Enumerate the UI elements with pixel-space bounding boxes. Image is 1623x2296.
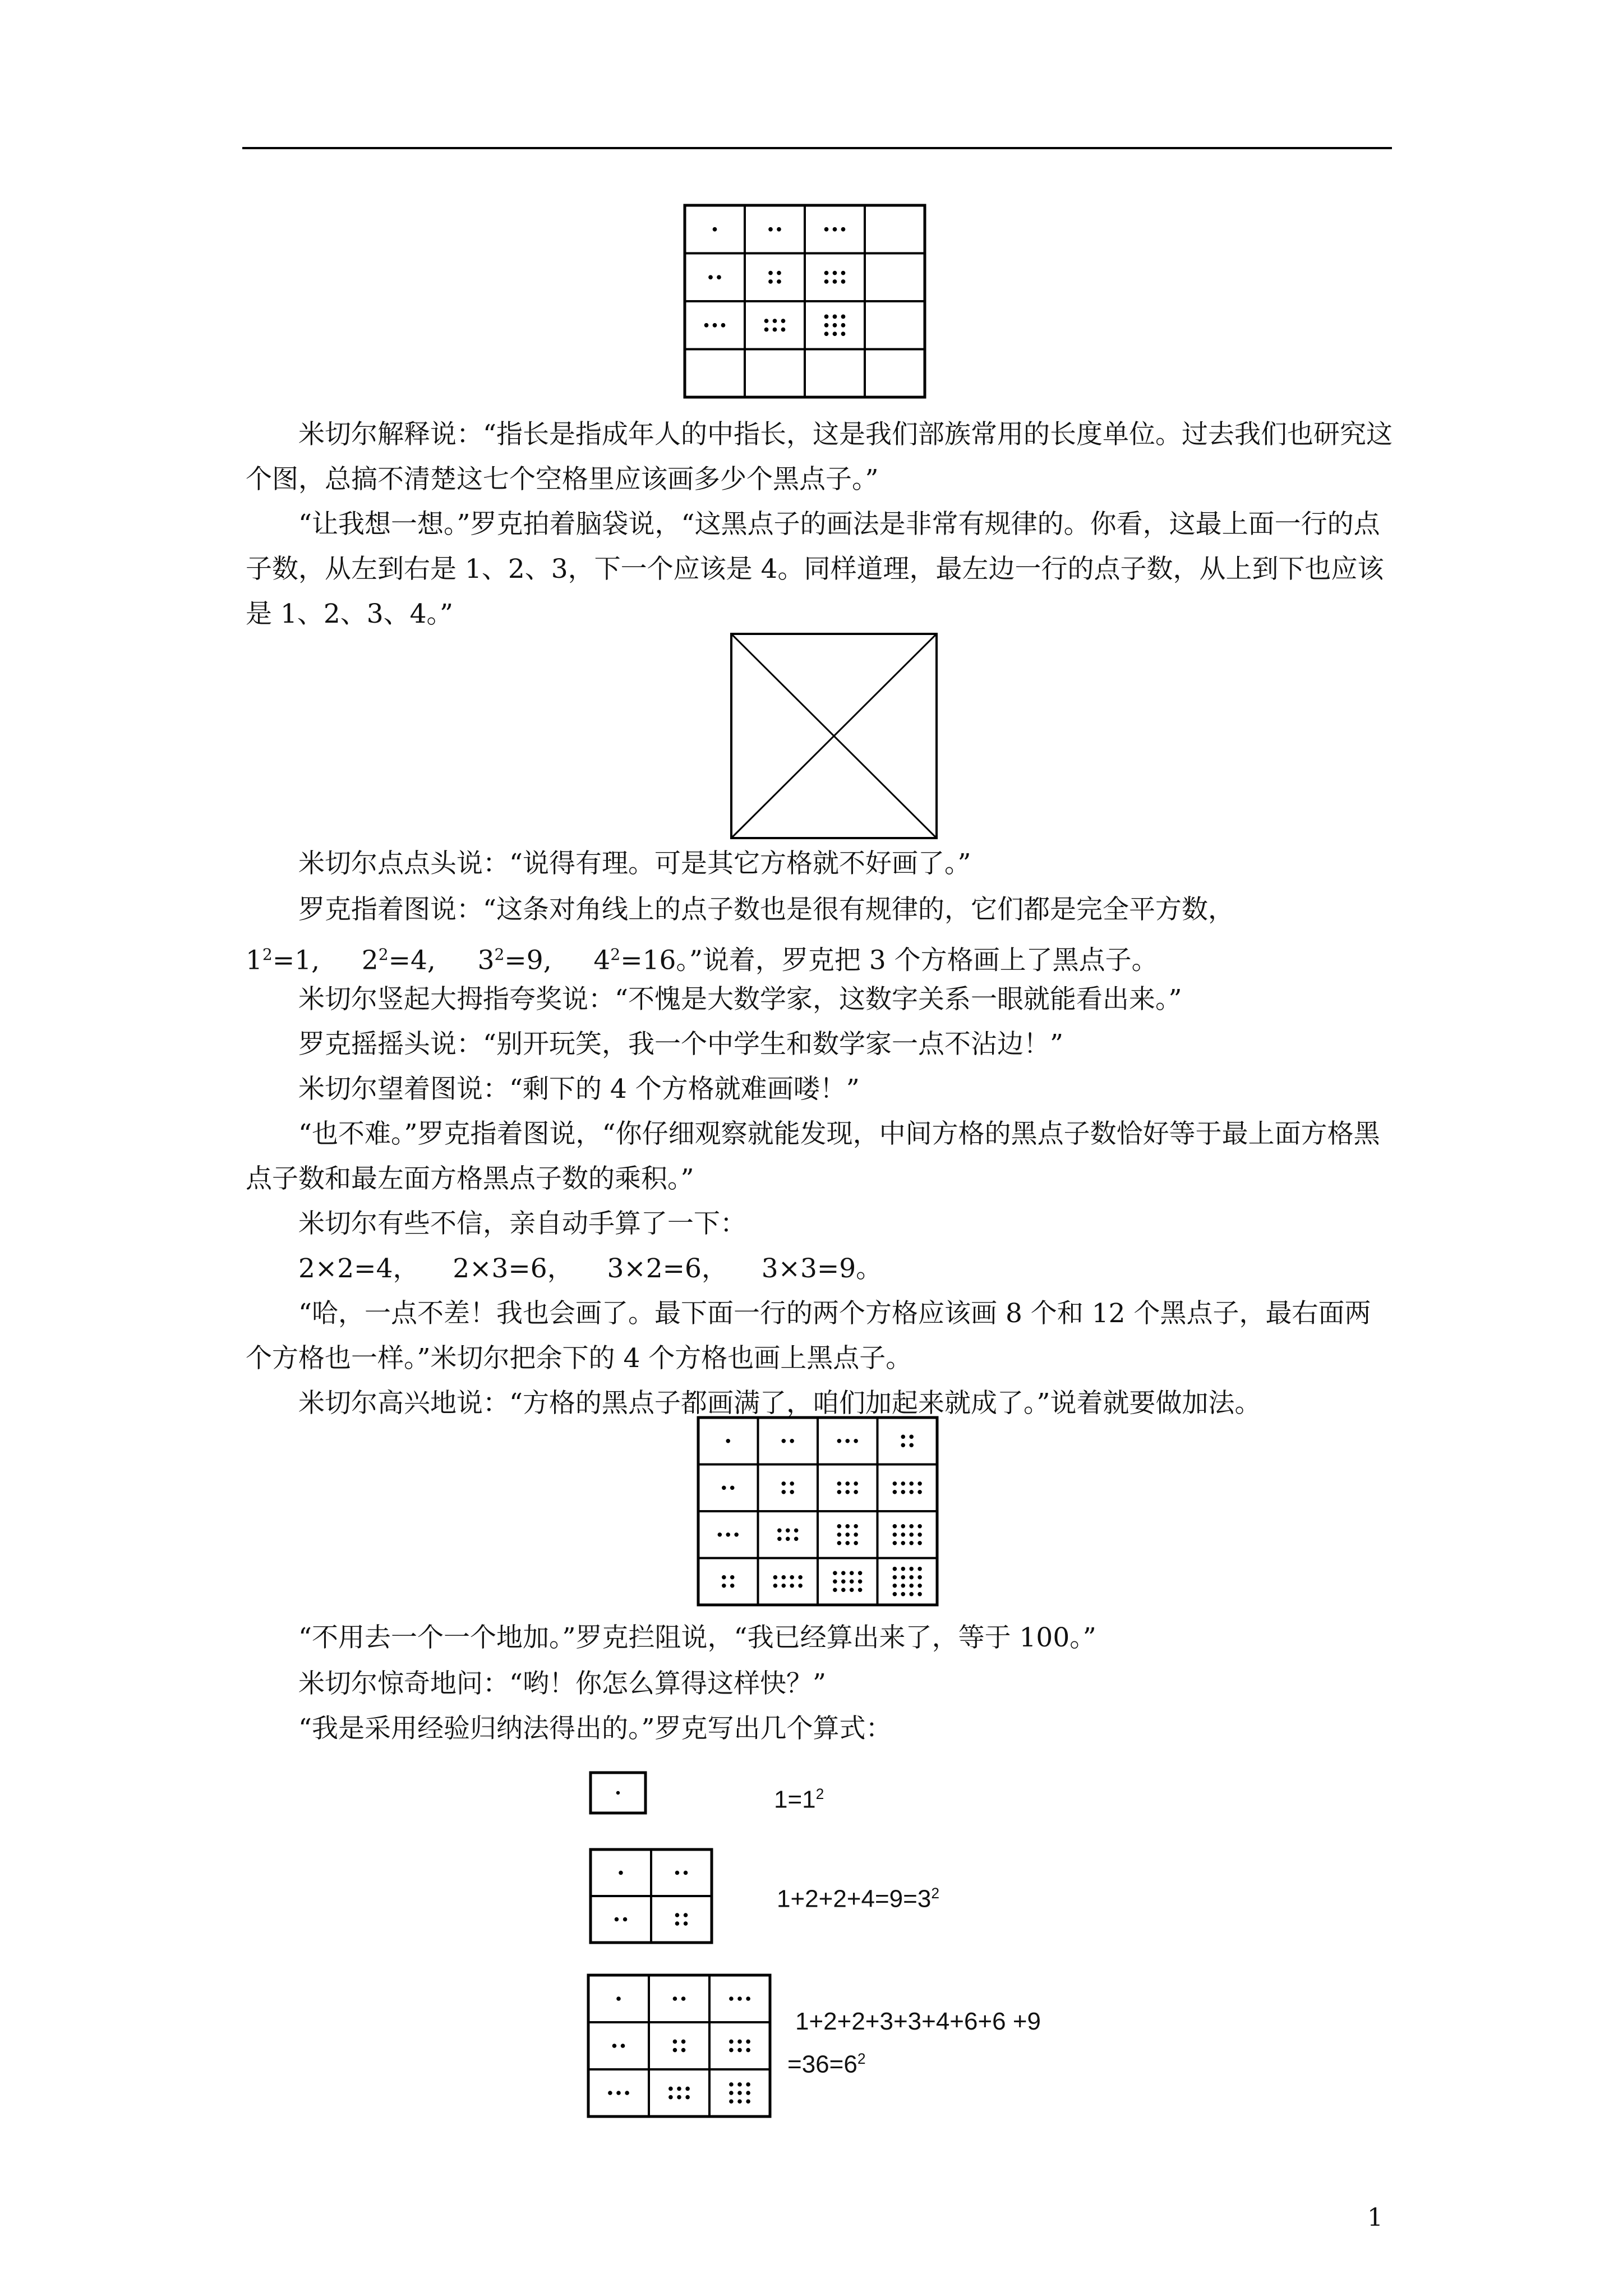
paragraph-6: 米切尔竖起大拇指夸奖说：“不愧是大数学家，这数字关系一眼就能看出来。” [298,984,1182,1015]
paragraph-2: “让我想一想。”罗克拍着脑袋说，“这黑点子的画法是非常有规律的。你看，这最上面一行的点子数，从左到右是 1、2、3，下一个应该是 4。同样道理，最左边一行的点子数，从上到下也应该是 1、2、3、4。” [246,509,1384,629]
dot [777,1528,782,1533]
dot [675,1913,679,1917]
dot [909,1434,914,1439]
dot [893,1592,897,1596]
dot [737,1996,742,2001]
dot [854,1533,858,1537]
dot [764,319,769,323]
dot [893,1490,897,1494]
dot [790,1584,794,1588]
page-number: 1 [1367,2203,1383,2232]
paragraph-14: “不用去一个一个地加。”罗克拦阻说，“我已经算出来了，等于 100。” [298,1622,1096,1653]
dot [777,279,781,284]
dot [730,1584,735,1588]
dot [837,1541,842,1545]
dot [737,2040,742,2044]
paragraph-3: 米切尔点点头说：“说得有理。可是其它方格就不好画了。” [298,848,971,879]
dot [681,1996,686,2001]
dot [824,279,829,284]
dot [737,2099,742,2104]
dot [854,1541,858,1545]
dot [917,1575,922,1580]
dot [841,1571,846,1575]
dot [837,1481,842,1486]
dot [675,1921,679,1925]
dot [837,1439,842,1443]
dot [845,1481,850,1486]
dot-grid-3x3 [587,1973,772,2118]
dot [854,1439,858,1443]
dot [917,1584,922,1588]
dot-grid-figure-partial [683,204,926,399]
dot [845,1439,850,1443]
dot [746,2082,750,2087]
dot-grid-2x2 [589,1848,713,1944]
dot [909,1584,914,1588]
dot [909,1541,914,1545]
square-diagonals-figure [730,633,938,839]
dot [616,1996,621,2001]
dot [841,227,846,232]
dot [677,2087,681,2091]
dot [718,1533,722,1537]
dot [893,1541,897,1545]
dot [746,2040,750,2044]
dot [850,1571,854,1575]
dot [909,1567,914,1571]
dot [729,2040,734,2044]
dot [841,1579,846,1584]
dot [722,1485,726,1490]
formula-2: $1+2+2+4=9=3^2$ [777,1885,939,1913]
dot [726,1439,730,1443]
dot [794,1528,799,1533]
dot [786,1537,790,1542]
dot [845,1490,850,1494]
dot [901,1575,906,1580]
dot [616,2091,621,2095]
dot [917,1592,922,1596]
dot [684,1921,688,1925]
dot [777,227,781,232]
dot [790,1481,794,1486]
dot [729,1996,734,2001]
dot [901,1584,906,1588]
dot [746,2048,750,2053]
dot [850,1588,854,1593]
dot [893,1533,897,1537]
dot [837,1490,842,1494]
dot [729,2099,734,2104]
dot [673,1996,677,2001]
formula-1: $1=1^2$ [774,1786,824,1814]
dot [713,323,717,328]
dot [909,1533,914,1537]
formula-3-line-2: $=36=6^2$ [787,2050,866,2078]
dot [782,1584,786,1588]
paragraph-8: 米切尔望着图说：“剩下的 4 个方格就难画喽！” [298,1074,860,1105]
dot [837,1533,842,1537]
dot [685,2095,690,2100]
paragraph-11: 2×2=4， 2×3=6， 3×2=6， 3×3=9。 [298,1253,883,1284]
square-with-diagonals [730,633,938,839]
dot [786,1528,790,1533]
dot [730,1575,735,1580]
dot [768,279,773,284]
dot [777,1537,782,1542]
dot [737,2091,742,2095]
dot [901,1490,906,1494]
dot [782,1439,786,1443]
dot [729,2091,734,2095]
dot [901,1592,906,1596]
paragraph-squares: $1^2=1$, $2^2=4$, $3^2=9$, $4^2=16$。”说着，罗克把 3 个方格画上了黑点子。 [246,945,1158,976]
dot [729,2082,734,2087]
dot [917,1490,922,1494]
dot [681,2048,686,2053]
paragraph-15: 米切尔惊奇地问：“哟！你怎么算得这样快？” [298,1668,827,1699]
dot-grid-1x1 [589,1771,647,1815]
dot [722,1584,726,1588]
dot [841,332,846,336]
dot [841,1588,846,1593]
dot [824,323,829,328]
dot [746,2091,750,2095]
dot [684,1871,688,1875]
dot [917,1524,922,1529]
dot [713,227,717,232]
dot [623,1917,627,1921]
dot-grid-partial [683,204,926,399]
paragraph-12: “哈，一点不差！我也会画了。最下面一行的两个方格应该画 8 个和 12 个黑点子，最右面两个方格也一样。”米切尔把余下的 4 个方格也画上黑点子。 [246,1298,1371,1374]
dot [901,1481,906,1486]
dot [824,227,829,232]
dot-grid-full [697,1416,939,1607]
dot [673,2040,677,2044]
dot [858,1579,863,1584]
dot [782,1481,786,1486]
dot [841,315,846,319]
dot [824,332,829,336]
dot [790,1490,794,1494]
dot [668,2095,673,2100]
dot [625,2091,629,2095]
dot [734,1533,739,1537]
dot [833,1588,837,1593]
dot [681,2040,686,2044]
paragraph-16: “我是采用经验归纳法得出的。”罗克写出几个算式： [298,1713,892,1744]
dot [729,2048,734,2053]
dot [768,227,773,232]
dot [833,323,837,328]
dot [608,2091,612,2095]
dot [824,271,829,275]
formula-3-line-1: 1+2+2+3+3+4+6+6 +9 [795,2008,1041,2035]
dot [833,1571,837,1575]
dot [673,2048,677,2053]
dot [746,2099,750,2104]
dot [893,1567,897,1571]
dot [833,227,837,232]
dot [704,323,709,328]
dot [612,2044,617,2048]
paragraph-13: 米切尔高兴地说：“方格的黑点子都画满了，咱们加起来就成了。”说着就要做加法。 [298,1388,1261,1419]
formula-grid-2 [589,1848,713,1944]
dot [615,1917,619,1921]
dot [790,1575,794,1580]
dot [917,1533,922,1537]
dot [893,1575,897,1580]
dot [854,1490,858,1494]
dot [764,328,769,332]
dot [824,315,829,319]
dot-grid-figure-full [697,1416,939,1607]
dot [798,1584,803,1588]
dot [621,2044,625,2048]
dot [777,271,781,275]
paragraph-4: 罗克指着图说：“这条对角线上的点子数也是很有规律的，它们都是完全平方数， [298,894,1235,925]
dot [730,1485,735,1490]
dot [909,1575,914,1580]
dot [893,1584,897,1588]
dot [781,328,786,332]
dot [773,1575,778,1580]
dot [726,1533,730,1537]
dot [901,1567,906,1571]
dot [794,1537,799,1542]
dot [721,323,726,328]
formula-grid-3 [587,1973,772,2118]
dot [858,1571,863,1575]
dot [909,1443,914,1448]
paragraph-7: 罗克摇摇头说：“别开玩笑，我一个中学生和数学家一点不沾边！” [298,1029,1064,1060]
dot [781,319,786,323]
paragraph-1: 米切尔解释说：“指长是指成年人的中指长，这是我们部族常用的长度单位。过去我们也研究这个图，总搞不清楚这七个空格里应该画多少个黑点子。” [246,419,1393,495]
dot [909,1490,914,1494]
dot [854,1481,858,1486]
dot [845,1524,850,1529]
dot [901,1533,906,1537]
dot [675,1871,679,1875]
dot [858,1588,863,1593]
dot [845,1533,850,1537]
dot [685,2087,690,2091]
dot [782,1575,786,1580]
dot [917,1567,922,1571]
dot [833,315,837,319]
dot [901,1541,906,1545]
dot [917,1541,922,1545]
dot [616,1791,620,1795]
dot [737,2082,742,2087]
paragraph-10: 米切尔有些不信，亲自动手算了一下： [298,1208,746,1239]
dot [893,1481,897,1486]
dot [746,1996,750,2001]
dot [833,1579,837,1584]
dot [773,1584,778,1588]
dot [837,1524,842,1529]
dot [901,1443,906,1448]
dot [668,2087,673,2091]
dot [833,279,837,284]
dot [684,1913,688,1917]
dot [833,271,837,275]
dot [893,1524,897,1529]
dot [909,1481,914,1486]
dot [850,1579,854,1584]
dot [773,319,777,323]
dot [901,1434,906,1439]
dot [677,2095,681,2100]
header-rule [242,147,1392,149]
dot [790,1439,794,1443]
dot [782,1490,786,1494]
dot [854,1524,858,1529]
dot [737,2048,742,2053]
paragraph-9: “也不难。”罗克指着图说，“你仔细观察就能发现，中间方格的黑点子数恰好等于最上面方格黑点子数和最左面方格黑点子数的乘积。” [246,1119,1380,1194]
dot [841,323,846,328]
dot [619,1871,623,1875]
formula-grid-1 [589,1771,647,1815]
dot [833,332,837,336]
dot [909,1524,914,1529]
dot [773,328,777,332]
dot [708,275,713,279]
dot [845,1541,850,1545]
dot [909,1592,914,1596]
dot [841,271,846,275]
dot [841,279,846,284]
dot [768,271,773,275]
dot [798,1575,803,1580]
dot [717,275,721,279]
dot [917,1481,922,1486]
dot [722,1575,726,1580]
dot [901,1524,906,1529]
